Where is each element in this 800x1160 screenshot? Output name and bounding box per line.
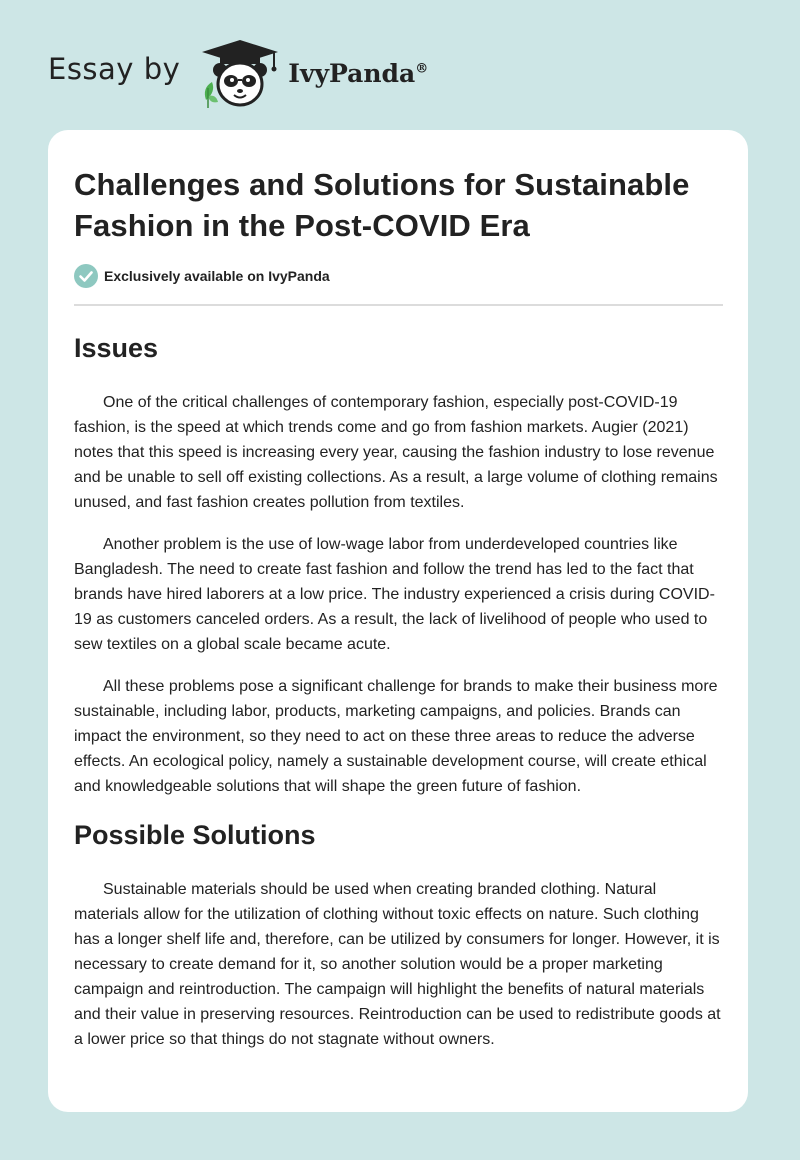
paragraph: Another problem is the use of low-wage labor from underdeveloped countries like Bangladesh. The need to create fast fashion and follow the trend has led to the fact that brands have hired laborers at a low price. The industry experienced a crisis during COVID-19 as customers canceled orders. As a result, the lack of livelihood of people who used to sew textiles on a global scale became acute. xyxy=(74,536,715,653)
panda-graduate-icon xyxy=(194,38,286,110)
paragraph: All these problems pose a significant challenge for brands to make their business more sustainable, including labor, products, marketing campaigns, and policies. Brands can impact the environment, so they need to act on these three areas to reduce the adverse effects. An ecological policy, namely a sustainable development course, will create ethical and knowledgeable solutions that will shape the green future of fashion. xyxy=(74,678,718,795)
paragraph: One of the critical challenges of contemporary fashion, especially post-COVID-19 fashion, is the speed at which trends come and go from fashion markets. Augier (2021) notes that this speed is increasing every year, causing the fashion industry to lose revenue and be unable to sell off existing collections. As a result, a large volume of clothing remains unused, and fast fashion creates pollution from textiles. xyxy=(74,394,718,511)
badge-text: Exclusively available on IvyPanda xyxy=(104,268,330,284)
check-circle-icon xyxy=(74,264,98,288)
section-issues xyxy=(74,332,723,799)
divider xyxy=(74,304,723,306)
article-card xyxy=(48,130,748,1112)
section-heading: Possible Solutions xyxy=(74,820,316,850)
exclusive-badge xyxy=(74,264,723,288)
section-possible-solutions xyxy=(74,819,723,1052)
section-heading: Issues xyxy=(74,333,159,363)
page-title: Challenges and Solutions for Sustainable Fashion in the Post-COVID Era xyxy=(74,167,690,243)
paragraph: Sustainable materials should be used when creating branded clothing. Natural materials allow for the utilization of clothing without toxic effects on nature. Such clothing has a longer shelf life and, therefore, can be utilized by consumers for longer. However, it is necessary to create demand for it, so another solution would be a proper marketing campaign and reintroduction. The campaign will highlight the benefits of natural materials and their value in preserving resources. Reintroduction can be used to redistribute goods at a lower price so that things do not stagnate without owners. xyxy=(74,881,721,1048)
brand-prefix: Essay by xyxy=(48,52,181,86)
brand-name: IvyPanda® xyxy=(288,58,429,88)
brand-header[interactable] xyxy=(48,36,428,112)
